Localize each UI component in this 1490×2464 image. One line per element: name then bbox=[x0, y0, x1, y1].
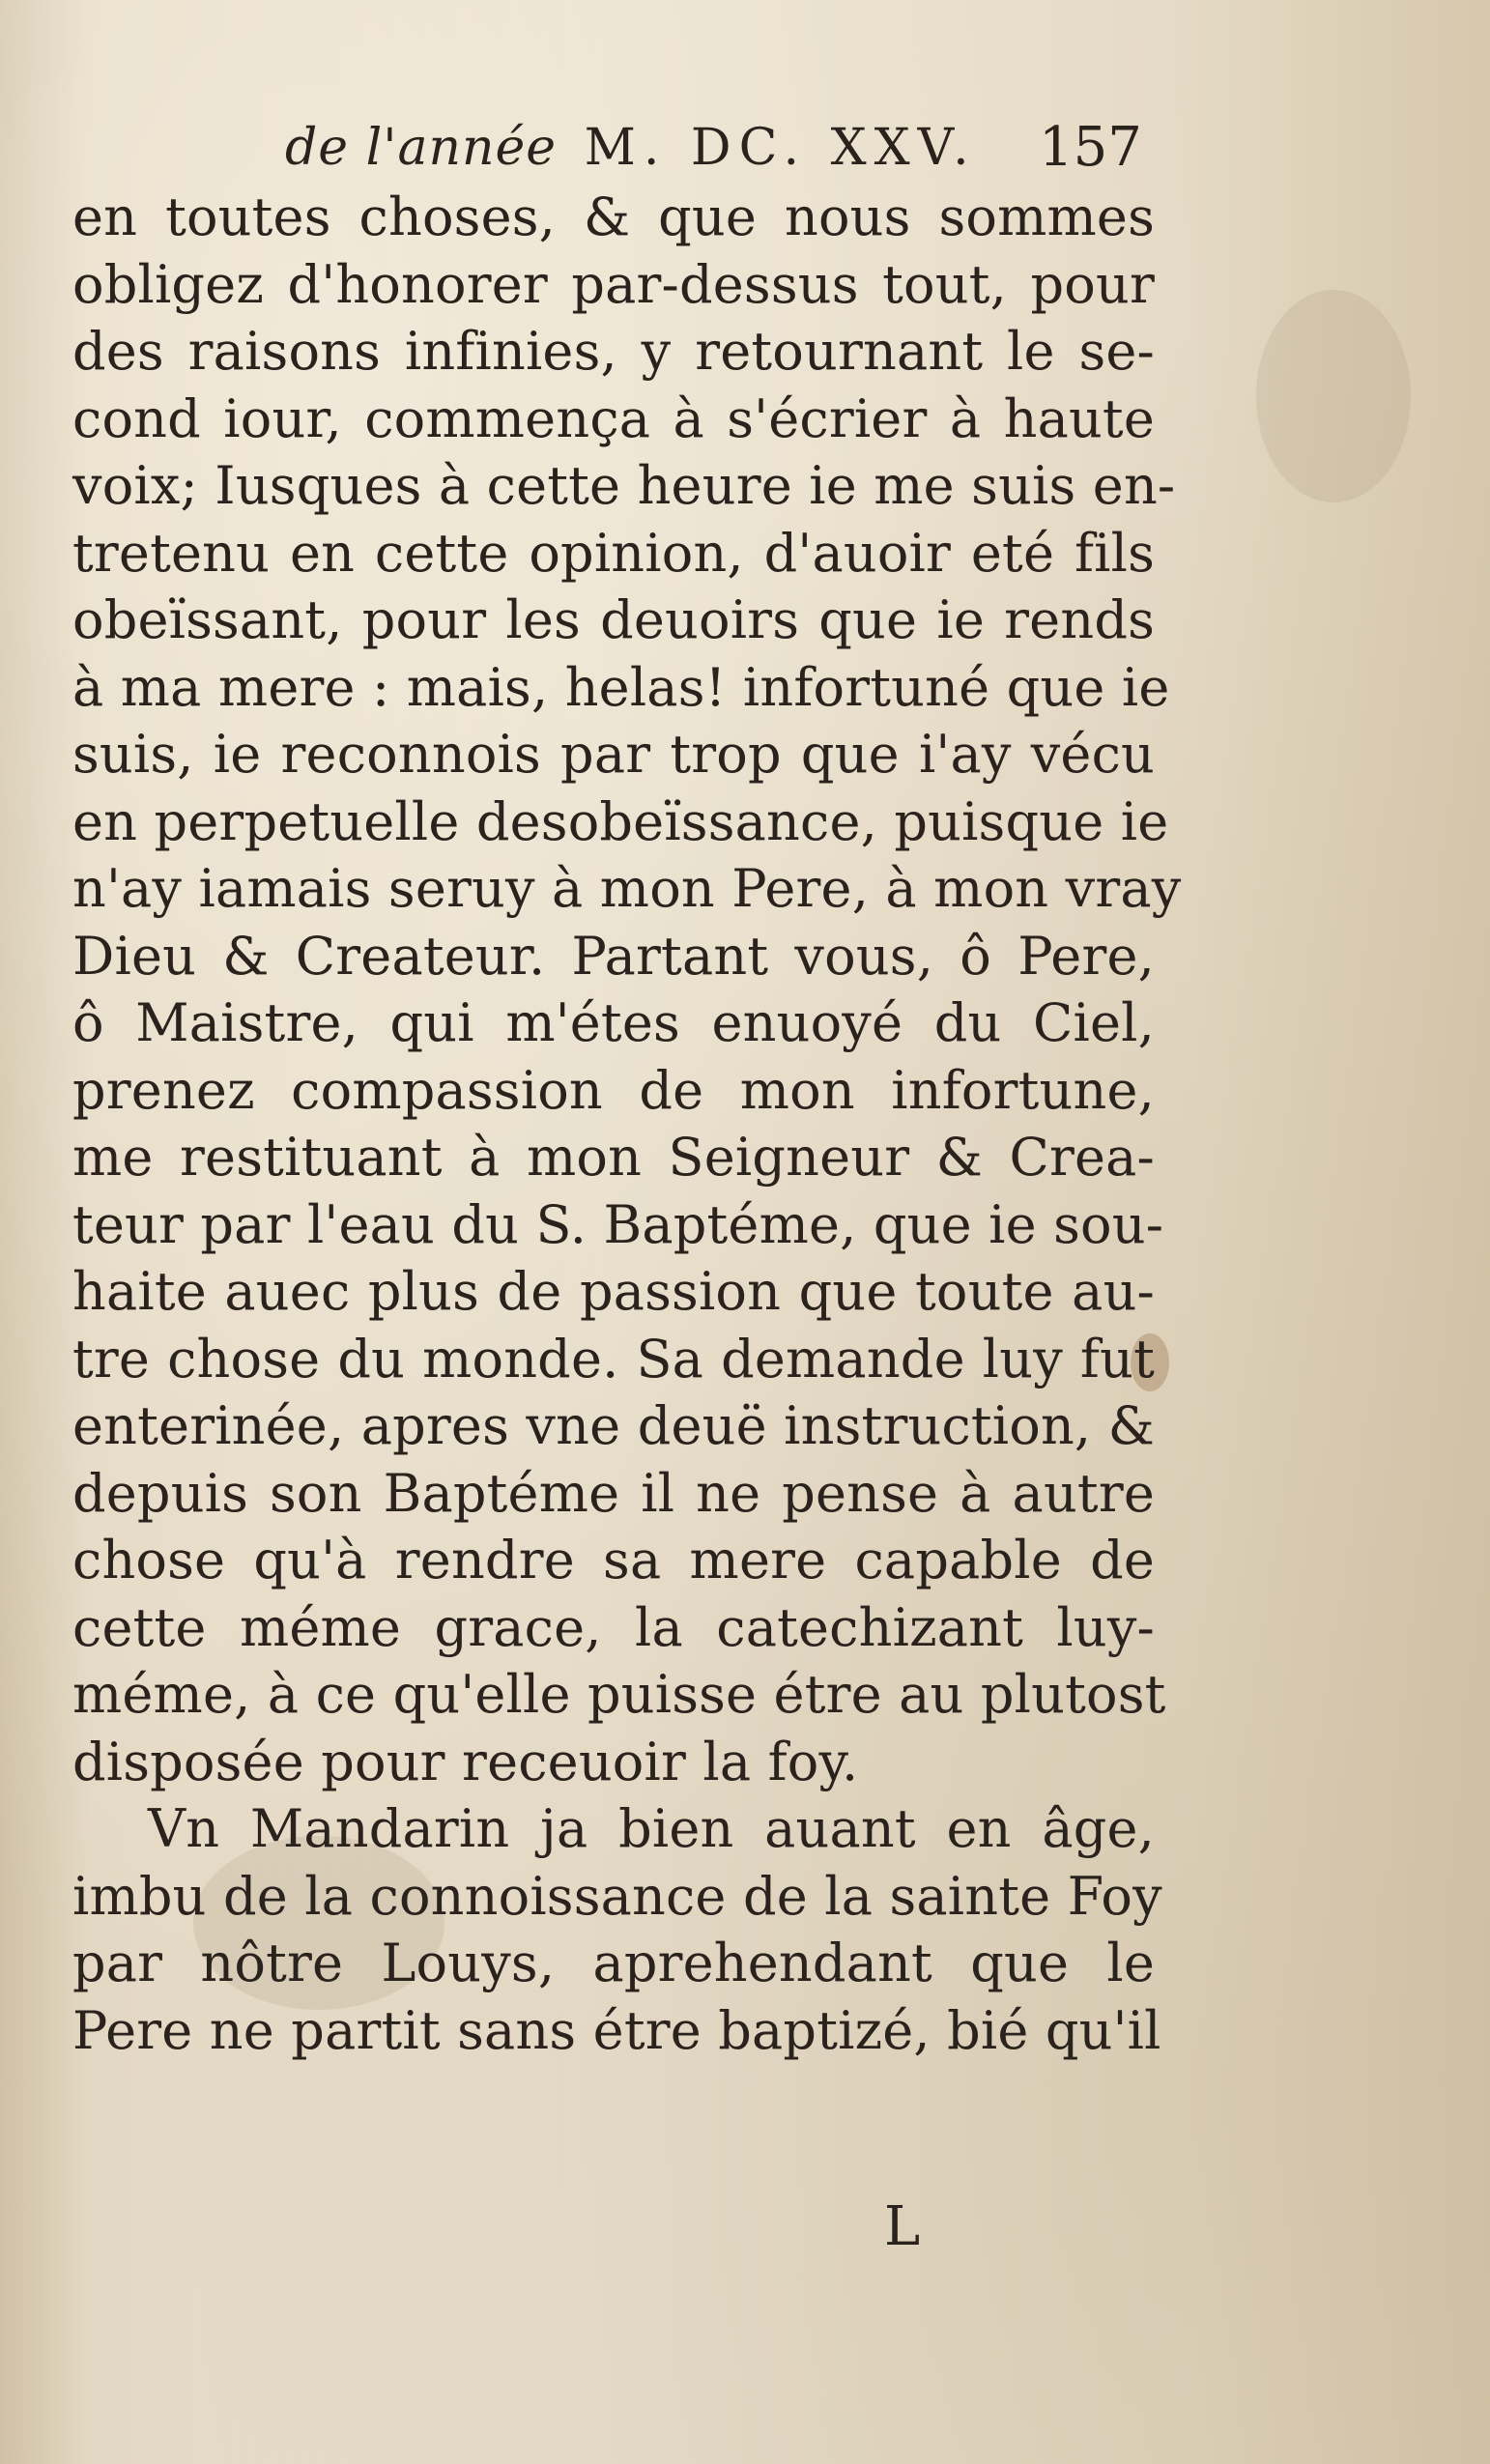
text-line: obligez d'honorer par-dessus tout, pour bbox=[72, 253, 1155, 315]
text-line: tre chose du monde. Sa demande luy fut bbox=[72, 1328, 1155, 1390]
text-line: prenez compassion de mon infortune, bbox=[72, 1059, 1155, 1121]
text-line: suis, ie reconnois par trop que i'ay vécu bbox=[72, 724, 1155, 785]
text-line: depuis son Baptéme il ne pense à autre bbox=[72, 1462, 1155, 1524]
page-number: 157 bbox=[1039, 116, 1142, 179]
text-line: méme, à ce qu'elle puisse étre au plutost bbox=[72, 1664, 1166, 1725]
text-line: des raisons infinies, y retournant le se- bbox=[72, 321, 1155, 382]
paper-stain bbox=[1256, 290, 1411, 502]
running-head-year: M. DC. XXV. bbox=[584, 119, 977, 177]
text-line: me restituant à mon Seigneur & Crea- bbox=[72, 1127, 1155, 1188]
running-head bbox=[285, 114, 1155, 182]
text-line: disposée pour receuoir la foy. bbox=[72, 1731, 859, 1792]
text-line: enterinée, apres vne deuë instruction, & bbox=[72, 1395, 1155, 1456]
catchword: L bbox=[884, 2195, 921, 2258]
text-line: par nôtre Louys, aprehendant que le bbox=[72, 1933, 1155, 1993]
text-line: à ma mere : mais, helas! infortuné que ie bbox=[72, 656, 1170, 718]
text-line: voix; Iusques à cette heure ie me suis en- bbox=[72, 455, 1176, 516]
text-line: Dieu & Createur. Partant vous, ô Pere, bbox=[72, 925, 1155, 987]
text-line: obeïssant, pour les deuoirs que ie rends bbox=[72, 589, 1155, 650]
running-head-title: de l'année bbox=[285, 119, 558, 177]
text-line: teur par l'eau du S. Baptéme, que ie sou- bbox=[72, 1193, 1164, 1255]
text-line: en toutes choses, & que nous sommes bbox=[72, 186, 1155, 247]
text-line: imbu de la connoissance de la sainte Foy bbox=[72, 1865, 1162, 1927]
text-line: cond iour, commença à s'écrier à haute bbox=[72, 387, 1155, 449]
text-line: Pere ne partit sans étre baptizé, bié qu'il bbox=[72, 1999, 1161, 2061]
text-line: n'ay iamais seruy à mon Pere, à mon vray bbox=[72, 858, 1182, 919]
text-line: chose qu'à rendre sa mere capable de bbox=[72, 1530, 1155, 1590]
text-line: en perpetuelle desobeïssance, puisque ie bbox=[72, 790, 1169, 852]
text-line: haite auec plus de passion que toute au- bbox=[72, 1261, 1155, 1322]
text-line: ô Maistre, qui m'étes enuoyé du Ciel, bbox=[72, 992, 1155, 1053]
text-line: cette méme grace, la catechizant luy- bbox=[72, 1596, 1155, 1658]
text-line: Vn Mandarin ja bien auant en âge, bbox=[148, 1798, 1155, 1859]
body-text bbox=[72, 184, 1182, 2064]
text-line: tretenu en cette opinion, d'auoir eté fils bbox=[72, 522, 1155, 584]
